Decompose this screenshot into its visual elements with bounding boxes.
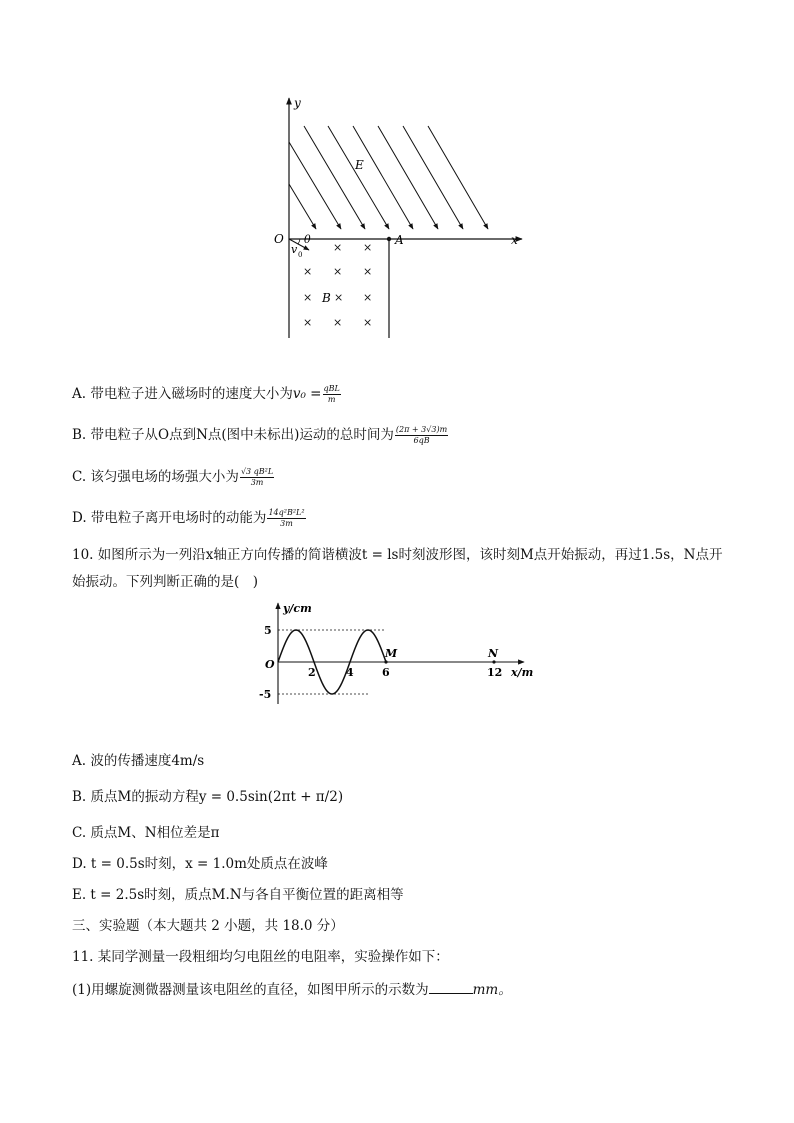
origin-label: O bbox=[274, 232, 284, 246]
field-e-label: E bbox=[355, 158, 364, 172]
y-axis-label: y bbox=[294, 96, 301, 110]
cross-mark: × bbox=[333, 316, 343, 329]
theta-label: θ bbox=[304, 233, 311, 246]
theta-arc bbox=[298, 239, 300, 244]
x-axis-label: x/m bbox=[511, 666, 534, 679]
cross-mark: × bbox=[303, 316, 313, 329]
point-m bbox=[384, 660, 387, 663]
y-axis-label: y/cm bbox=[283, 602, 312, 615]
point-n-label: N bbox=[488, 647, 499, 660]
x-tick-label: 6 bbox=[382, 666, 390, 679]
answer-blank[interactable] bbox=[429, 981, 473, 994]
v0-subscript: 0 bbox=[298, 251, 303, 259]
q9-option-d: D. 带电粒子离开电场时的动能为 $\frac{\text{14q²B²L²}}{3m}$ bbox=[72, 508, 305, 528]
point-n bbox=[492, 660, 495, 663]
cross-mark: × bbox=[363, 291, 373, 304]
section-heading: 三、实验题（本大题共 2 小题，共 18.0 分） bbox=[72, 918, 344, 934]
cross-mark: × bbox=[363, 316, 373, 329]
b-field-label: B bbox=[322, 291, 331, 305]
origin-label: O bbox=[265, 658, 275, 671]
y-tick-label: 5 bbox=[264, 624, 272, 637]
point-a-label: A bbox=[395, 233, 404, 247]
q11-stem: 11. 某同学测量一段粗细均匀电阻丝的电阻率，实验操作如下： bbox=[72, 949, 449, 965]
x-tick-label: 4 bbox=[346, 666, 354, 679]
field-diagram bbox=[260, 92, 530, 344]
y-tick-label: -5 bbox=[259, 688, 272, 701]
q10-stem: 10. 如图所示为一列沿x轴正方向传播的简谐横波t = ls时刻波形图，该时刻M点开始振动，再过1.5s，N点开始振动。下列判断正确的是( ) bbox=[72, 547, 723, 590]
q9-option-b: B. 带电粒子从O点到N点(图中未标出)运动的总时间为 $\frac{(2\pi + 3√3)m}{6qB}$ bbox=[72, 425, 448, 445]
cross-mark: × bbox=[333, 241, 343, 254]
point-a bbox=[387, 237, 391, 241]
x-axis-label: x bbox=[511, 233, 518, 247]
q9-option-a: A. 带电粒子进入磁场时的速度大小为v₀ = $\frac{\text{qBL}}{m}$ bbox=[72, 384, 340, 404]
x-tick-label: 2 bbox=[308, 666, 316, 679]
cross-mark: × bbox=[363, 265, 373, 278]
cross-mark: × bbox=[363, 241, 373, 254]
electric-field-lines bbox=[289, 126, 488, 229]
q10-option-b: B. 质点M的振动方程y = 0.5sin(2πt + π/2) bbox=[72, 789, 344, 805]
q9-option-c: C. 该匀强电场的场强大小为 $\frac{\text{√3 qB²L}}{3m}$ bbox=[72, 467, 274, 487]
x-tick-label: 12 bbox=[487, 666, 503, 679]
cross-mark: × bbox=[303, 265, 313, 278]
cross-mark: × bbox=[303, 291, 313, 304]
q11-part1: (1)用螺旋测微器测量该电阻丝的直径，如图甲所示的示数为 mm。 bbox=[72, 982, 512, 998]
wave-graph bbox=[258, 600, 536, 712]
q10-option-e: E. t = 2.5s时刻，质点M.N与各自平衡位置的距离相等 bbox=[72, 887, 404, 903]
cross-mark: × bbox=[333, 265, 343, 278]
point-m-label: M bbox=[385, 647, 398, 660]
q10-option-a: A. 波的传播速度4m/s bbox=[72, 753, 205, 769]
v0-label: v bbox=[291, 243, 298, 256]
magnetic-crosses bbox=[303, 241, 372, 329]
q10-option-c: C. 质点M、N相位差是π bbox=[72, 825, 220, 841]
q10-option-d: D. t = 0.5s时刻，x = 1.0m处质点在波峰 bbox=[72, 856, 328, 872]
cross-mark: × bbox=[334, 291, 344, 304]
